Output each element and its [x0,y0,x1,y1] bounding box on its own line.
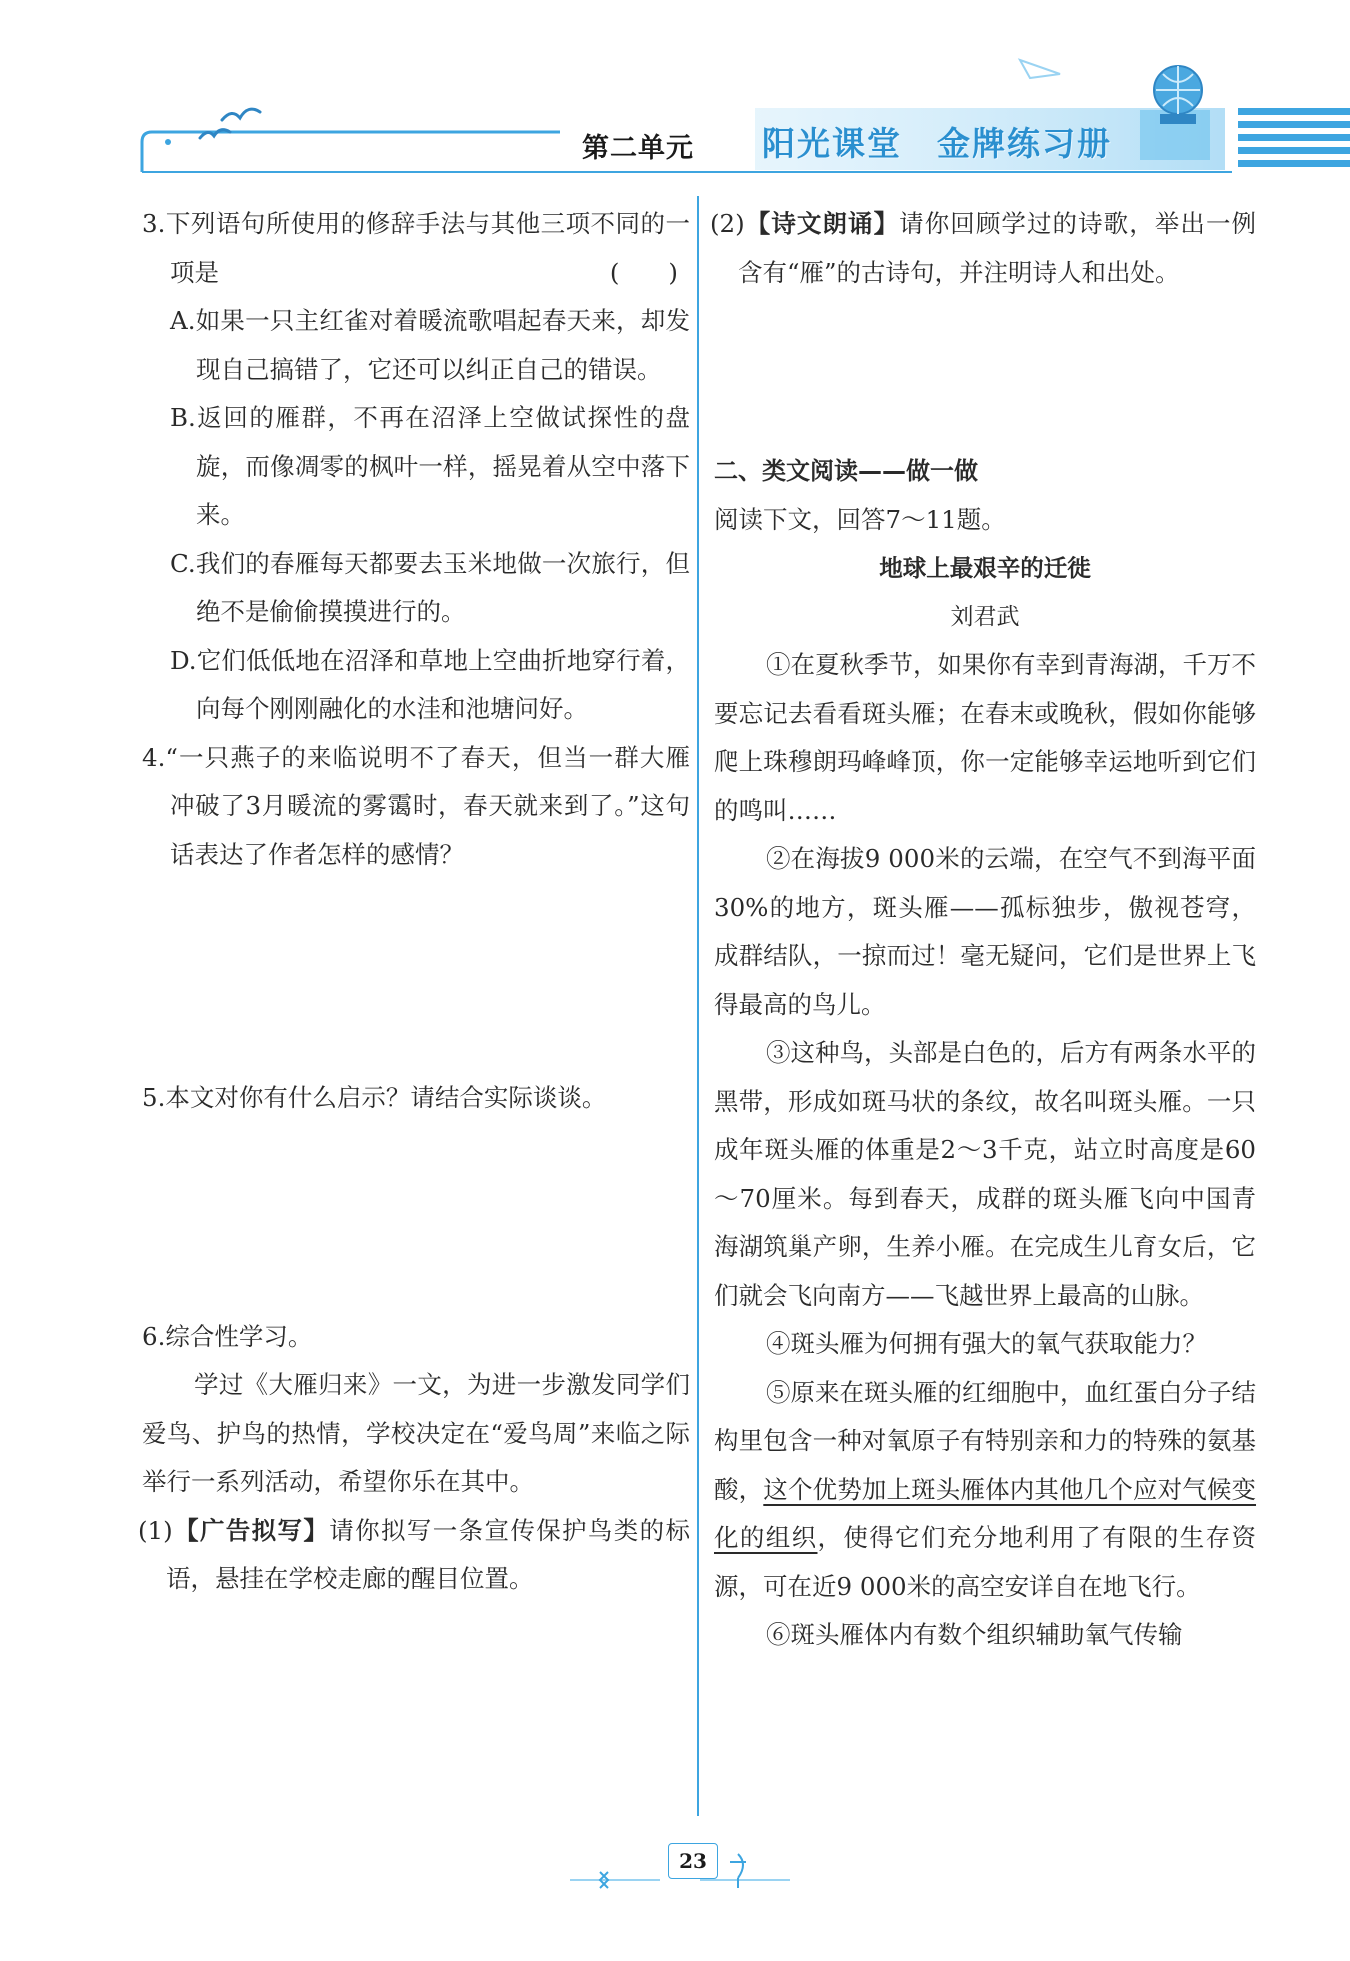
article-title: 地球上最艰辛的迁徙 [879,554,1091,582]
question-6-intro: 学过《大雁归来》一文，为进一步激发同学们爱鸟、护鸟的热情，学校决定在“爱鸟周”来临之际举行一系列活动，希望你乐在其中。 [142,1370,690,1496]
question-3-stem: 3.下列语句所使用的修辞手法与其他三项不同的一项是 [142,209,690,287]
paragraph-3: ③这种鸟，头部是白色的，后方有两条水平的黑带，形成如斑马状的条纹，故名叫斑头雁。一只成年斑头雁的体重是2～3千克，站立时高度是60～70厘米。每到春天，成群的斑头雁飞向中国青海湖筑巢产卵，生养小雁。在完成生儿育女后，它们就会飞向南方——飞越世界上最高的山脉。 [714,1038,1256,1310]
sub1-prefix: (1) [138,1515,173,1545]
question-6-sub2 [710,200,1257,297]
sub2-label: 【诗文朗诵】 [744,209,900,238]
page-header [0,0,1350,190]
paragraph-6: ⑥斑头雁体内有数个组织辅助氧气传输 [766,1620,1183,1649]
right-column [710,200,1257,1660]
paragraph-2: ②在海拔9 000米的云端，在空气不到海平面30%的地方，斑头雁——孤标独步，傲视苍穹，成群结队，一掠而过！毫无疑问，它们是世界上飞得最高的鸟儿。 [714,844,1256,1019]
page-number: 23 [668,1843,718,1879]
underlined-sentence: 这个优势加上斑头雁体内其他几个应对气候变化的组织 [714,1474,1257,1552]
answer-space-5[interactable] [142,1123,690,1313]
paragraph-5-part-b: ，使得它们充分地利用了有限的生存资源，可在近9 000米的高空安详自在地飞行。 [714,1523,1256,1601]
paragraph-4: ④斑头雁为何拥有强大的氧气获取能力？ [766,1329,1207,1358]
sub2-prefix: (2) [710,209,745,238]
flower-icon [730,1854,746,1888]
globe-icon [1140,66,1210,160]
sub1-text: 请你拟写一条宣传保护鸟类的标语，悬挂在学校走廊的醒目位置。 [166,1515,691,1593]
answer-paren[interactable]: ( ) [609,257,678,287]
option-b: B.返回的雁群，不再在沼泽上空做试探性的盘旋，而像凋零的枫叶一样，摇晃着从空中落下来。 [170,403,690,529]
left-column [138,200,691,1604]
paragraph-5-part-a: ⑤原来在斑头雁的红细胞中，血红蛋白分子结构里包含一种对氧原子有特别亲和力的特殊的氨基酸， [714,1377,1256,1504]
question-6-sub1 [138,1507,691,1604]
option-a: A.如果一只主红雀对着暖流歌唱起春天来，却发现自己搞错了，它还可以纠正自己的错误。 [170,306,690,384]
sub1-label: 【广告拟写】 [172,1515,330,1545]
birds-icon [200,109,260,138]
plane-icon [1020,60,1060,78]
question-3 [142,200,690,297]
unit-title: 第二单元 [582,133,694,164]
question-5: 5.本文对你有什么启示？请结合实际谈谈。 [142,1083,607,1112]
answer-space-4[interactable] [142,879,690,1074]
question-4: 4.“一只燕子的来临说明不了春天，但当一群大雁冲破了3月暖流的雾霭时，春天就来到了。”这句话表达了作者怎样的感情？ [142,742,690,869]
sub2-text: 请你回顾学过的诗歌，举出一例含有“雁”的古诗句，并注明诗人和出处。 [738,209,1257,287]
option-c: C.我们的春雁每天都要去玉米地做一次旅行，但绝不是偷偷摸摸进行的。 [170,548,690,626]
paragraph-5 [714,1369,1256,1612]
answer-space-6-2[interactable] [714,297,1256,447]
brand-title: 阳光课堂 金牌练习册 [762,124,1112,163]
column-divider [697,196,699,1816]
question-6-title: 6.综合性学习。 [142,1321,313,1351]
paragraph-1: ①在夏秋季节，如果你有幸到青海湖，千万不要忘记去看看斑头雁；在春末或晚秋，假如你能够爬上珠穆朗玛峰峰顶，你一定能够幸运地听到它们的鸣叫…… [714,650,1256,825]
article-author: 刘君武 [950,603,1020,630]
header-stripes [1238,108,1350,167]
section-title: 二、类文阅读——做一做 [714,457,978,485]
option-d: D.它们低低地在沼泽和草地上空曲折地穿行着，向每个刚刚融化的水洼和池塘问好。 [170,645,690,723]
reading-instruction: 阅读下文，回答7～11题。 [714,504,1006,534]
